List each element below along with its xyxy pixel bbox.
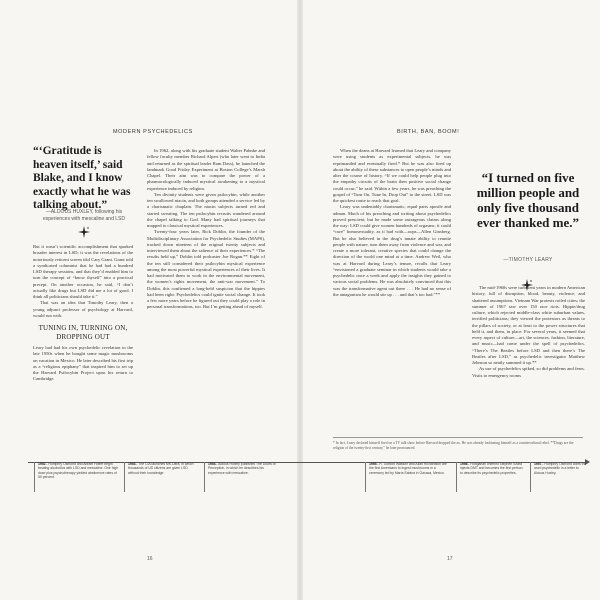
paragraph: Ten divinity students were given psilocybin, while another ten swallowed niacin, and both groups attended a service led by a charismatic chaplain. The niacin subjects turned red and started sweating. The ten psilocybin recruits wandered around the chapel talking to God. Many had spiritual journeys that mapped to classical mystical experiences. (147, 191, 265, 228)
paragraph: The mid-1960s were turbulent years in modern American history, full of disruption, blood, beauty, violence, and shattered assumptions. Vietnam War protests roiled cities; the summer of 1967 saw over 150 race riots. Hippie/drug culture, which rejected middle-class white suburban values, terrified politicians; they viewed the protestors as threats to the pillars of society, or at least to the power structures that held it, and them, in place. For several years, it seemed that every aspect of culture—art, the sciences, fashion, literature, and music—had come under the spell of psychedelics. “There’s The Beatles before LSD and then there’s The Beatles after LSD,” as psychedelic investigator Matthew Johnson so neatly summed it up.** (472, 285, 585, 365)
paragraph: Leary was undeniably charismatic, equal parts apostle and adman. Much of his preaching and writing about psychedelics proved prescient, but he made some outrageous claims along the way: LSD could give women hundreds of orgasms; it could “cure” homosexuality, as it had with—oops—Allen Ginsberg. But he also believed in the drug’s innate ability to reunite people with nature, turn them away from violence and war, and create a more tolerant, creative species that could change the direction of the world one mind at a time. Andrew Weil, who was at Harvard during Leary’s tenure, recalls that Leary “envisioned a graduate seminar in which students would take a psychedelic once a week and apply the insights they gained to various social problems. He was absolutely convinced that this was the transformative agent out there . . . He had no sense of the antagonism he would stir up . . . and that’s too bad.”** (333, 204, 451, 297)
timeline-year: 1954 (208, 462, 216, 466)
timeline-year: 1952 (38, 462, 46, 466)
pull-quote-right: “I turned on five million people and only five thousand ever thanked me.” (476, 170, 580, 230)
timeline-event (124, 462, 198, 492)
body-column-3 (333, 148, 451, 298)
body-column-2 (147, 148, 265, 311)
timeline-text: – R. Gordon Wasson and Allan Richardson are the first Americans to ingest mushrooms in a ceremony led by María Sabina in Oaxaca, Mexico. (369, 462, 447, 475)
timeline-event (530, 462, 588, 492)
paragraph: That was an idea that Timothy Leary, then a young adjunct professor of psychology at Harvard, would run with. (33, 300, 133, 318)
timeline-text: – Humphry Osmond and Abram Hoffer begin treating alcoholics with LSD and mescaline. One high dose plus psychotherapy yielded abstinence rates of 50 percent. (38, 462, 119, 479)
paragraph: In 1962, along with his graduate student Walter Pahnke and fellow faculty member Richard Alpert (who later went to India and returned as the spiritual leader Ram Dass), he launched the landmark Good Friday Experiment at Boston College’s Marsh Chapel. Their aim was to compare the power of a pharmacologically induced mystical awakening to a mystical experience induced by religion. (147, 148, 265, 191)
pull-quote-left-attribution: —ALDOUS HUXLEY, following his experiences with mescaline and LSD (43, 209, 125, 222)
running-head-left: MODERN PSYCHEDELICS (113, 129, 193, 135)
body-column-4 (472, 285, 585, 379)
timeline-event (365, 462, 451, 492)
timeline-text: – Humphry Osmond coins the word psychedelic in a letter to Aldous Huxley. (534, 462, 587, 475)
timeline-event (34, 462, 120, 492)
paragraph: When the deans at Harvard learned that Leary and company were using students as experimental subjects, he was reprimanded and eventually fired.* But he was also fired up about the ability of these substances to open people’s minds and alter the course of history. “If we could help people plug into the empathy circuits of the brain then positive social change could occur,” he said. Within a few years, he was preaching the gospel of “Turn On, Tune In, Drop Out” to the street. LSD was the quickest route to reach that goal. (333, 148, 451, 203)
page-number-left: 16 (147, 556, 153, 562)
page-number-right: 17 (447, 556, 453, 562)
timeline-event (456, 462, 526, 492)
timeline-year: 1956 (460, 462, 468, 466)
pull-quote-left: “‘Gratitude is heaven itself,’ said Blake, and I know exactly what he was talking about.” (33, 145, 131, 211)
section-subhead: TUNING IN, TURNING ON, DROPPING OUT (38, 324, 128, 341)
pull-quote-right-attribution: —TIMOTHY LEARY (503, 257, 553, 263)
paragraph: But it wasn’t scientific accomplishment that sparked broader interest in LSD; it was the revelations of the notoriously reticent screen idol Cary Grant. Grant told a syndicated columnist that he had had a hundred LSD therapy sessions, and that they’d enabled him to turn the concept of “know thyself” into a practical precept. On another occasion, he said, “I don’t actually like drugs but LSD did me a lot of good. I think all politicians should take it.” (33, 244, 133, 299)
paragraph: As use of psychedelics spiked, so did problems and fears. Visits to emergency rooms (472, 366, 585, 378)
timeline-text: – Hungarian chemist Stephen Szára injects DMT and becomes the first person to describe its psychedelic properties. (460, 462, 523, 475)
timeline-year: 1957 (534, 462, 542, 466)
timeline-text: – The CIA launches MK-Ultra, in which thousands of US citizens are given LSD without their knowledge. (128, 462, 194, 475)
paragraph: Leary had had his own psychedelic revelation in the late 1950s when he bought some magic mushrooms on vacation in Mexico. He later described his first trip as a “religious epiphany” that inspired him to set up the Harvard Psilocybin Project upon his return to Cambridge. (33, 345, 133, 382)
timeline (28, 462, 588, 492)
footnote: * In fact, Leary declared himself fired on a TV talk show before Harvard dropped the ax. He was already fashioning himself as a countercultural rebel. **Drugs are the religion of the twenty-first century,” he later pronounced. (333, 437, 583, 450)
timeline-event (204, 462, 280, 492)
sparkle-icon (78, 226, 90, 238)
timeline-text: – Aldous Huxley publishes The Doors of Perception, in which he describes his experience with mescaline. (208, 462, 276, 475)
body-column-1 (33, 244, 133, 383)
paragraph: Twenty-four years later, Rick Doblin, the founder of the Multidisciplinary Association for Psychedelic Studies (MAPS), tracked down nineteen of the original twenty subjects and interviewed them about the salience of their experiences.* “The results held up,” Doblin told podcaster Joe Rogan.** Eight of the ten still considered their psilocybin mystical experience among the most powerful mystical experiences of their lives. It had motivated them to work in the environmental movement, the women’s rights movement, the anti-war movement.” To Doblin, this confirmed a long-held suspicion that the hippies had been right: Psychedelics could ignite social change. It took a few more years before he figured out they could play a role in personal transformations, too. But I’m getting ahead of myself. (147, 229, 265, 310)
timeline-year: 1955 (369, 462, 377, 466)
timeline-year: 1953 (128, 462, 136, 466)
running-head-right: BIRTH, BAN, BOOM! (397, 129, 460, 135)
book-gutter (297, 0, 303, 600)
